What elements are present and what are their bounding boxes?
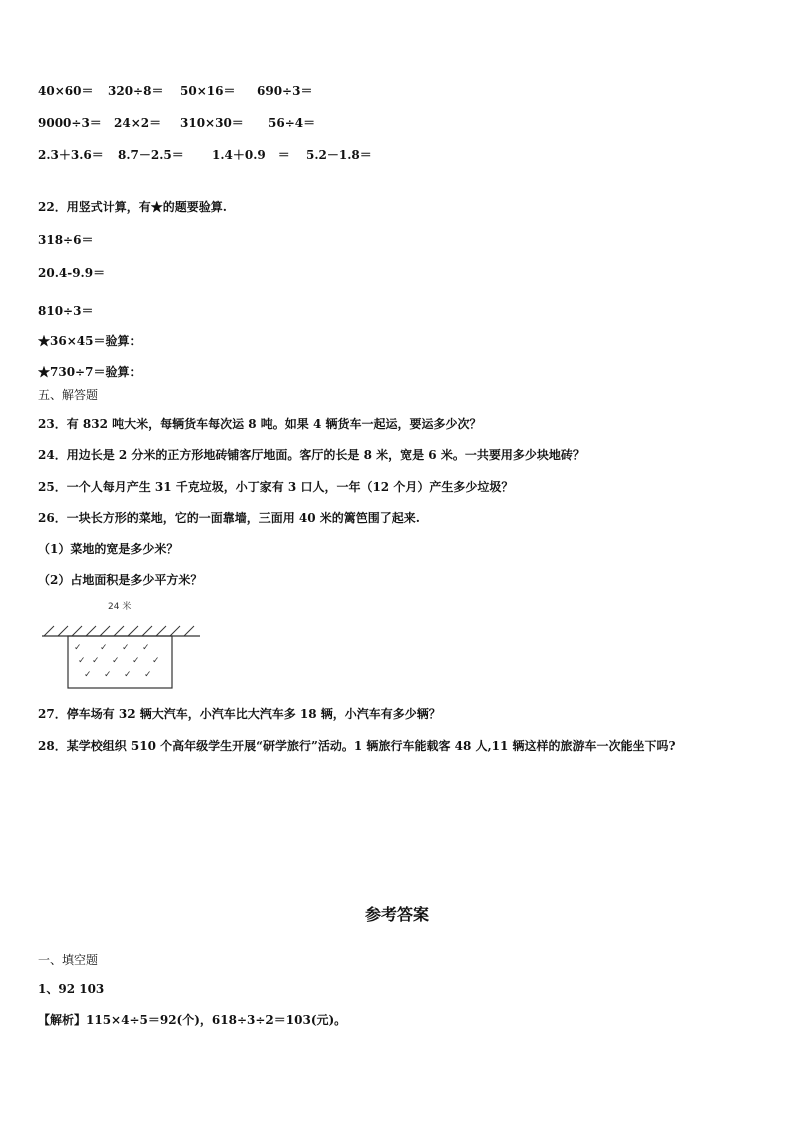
garden-diagram (38, 600, 208, 695)
calc-item: 320÷8＝ (108, 84, 164, 98)
question-25: 25．一个人每月产生 31 千克垃圾，小丁家有 3 口人，一年（12 个月）产生多少垃圾？ (38, 480, 514, 494)
calc-item: 5.2－1.8＝ (306, 148, 372, 162)
wall-hatching (44, 626, 194, 636)
section-heading: 五、解答题 (38, 388, 99, 402)
question-24: 24．用边长是 2 分米的正方形地砖铺客厅地面。客厅的长是 8 米，宽是 6 米。一共要用多少块地砖？ (38, 448, 585, 462)
calc-item: 8.7－2.5＝ (118, 148, 184, 162)
svg-text:✓: ✓ (92, 656, 100, 666)
q22-item: 20.4-9.9＝ (38, 266, 106, 280)
svg-text:✓: ✓ (74, 643, 82, 653)
svg-text:✓: ✓ (112, 656, 120, 666)
calc-item: 1.4＋0.9 ＝ (212, 148, 290, 162)
q22-item: ★36×45＝验算： (38, 334, 142, 348)
svg-text:✓: ✓ (132, 656, 140, 666)
calc-item: 310×30＝ (180, 116, 244, 130)
vegetable-marks (74, 643, 160, 680)
q22-item: ★730÷7＝验算： (38, 365, 142, 379)
question-26: 26．一块长方形的菜地，它的一面靠墙，三面用 40 米的篱笆围了起来. (38, 511, 420, 525)
answers-section-heading: 一、填空题 (38, 953, 99, 967)
svg-text:✓: ✓ (100, 643, 108, 653)
question-23: 23．有 832 吨大米，每辆货车每次运 8 吨。如果 4 辆货车一起运，要运多少次？ (38, 417, 482, 431)
answer-1-explanation: 【解析】115×4÷5＝92(个)，618÷3÷2＝103(元)。 (38, 1013, 347, 1027)
svg-text:✓: ✓ (142, 643, 150, 653)
question-26-sub-1: （1）菜地的宽是多少米？ (38, 542, 179, 556)
svg-text:✓: ✓ (122, 643, 130, 653)
svg-text:✓: ✓ (104, 670, 112, 680)
answer-1: 1、92 103 (38, 982, 105, 996)
svg-text:✓: ✓ (152, 656, 160, 666)
calc-item: 24×2＝ (114, 116, 162, 130)
calc-item: 40×60＝ (38, 84, 94, 98)
calc-item: 56÷4＝ (268, 116, 316, 130)
calc-item: 2.3＋3.6＝ (38, 148, 104, 162)
question-27: 27．停车场有 32 辆大汽车，小汽车比大汽车多 18 辆，小汽车有多少辆？ (38, 707, 441, 721)
answers-title: 参考答案 (364, 905, 429, 924)
svg-text:✓: ✓ (124, 670, 132, 680)
calc-item: 50×16＝ (180, 84, 236, 98)
svg-text:✓: ✓ (78, 656, 86, 666)
q22-item: 318÷6＝ (38, 233, 94, 247)
svg-text:✓: ✓ (144, 670, 152, 680)
svg-text:✓: ✓ (84, 670, 92, 680)
diagram-length-label: 24 米 (108, 602, 132, 612)
question-26-sub-2: （2）占地面积是多少平方米？ (38, 573, 203, 587)
calc-item: 690÷3＝ (257, 84, 313, 98)
question-28: 28．某学校组织 510 个高年级学生开展“研学旅行”活动。1 辆旅行车能载客 48 人,11 辆这样的旅游车一次能坐下吗? (38, 739, 676, 753)
calc-item: 9000÷3＝ (38, 116, 102, 130)
q22-item: 810÷3＝ (38, 304, 94, 318)
question-22-title: 22．用竖式计算，有★的题要验算. (38, 200, 227, 214)
